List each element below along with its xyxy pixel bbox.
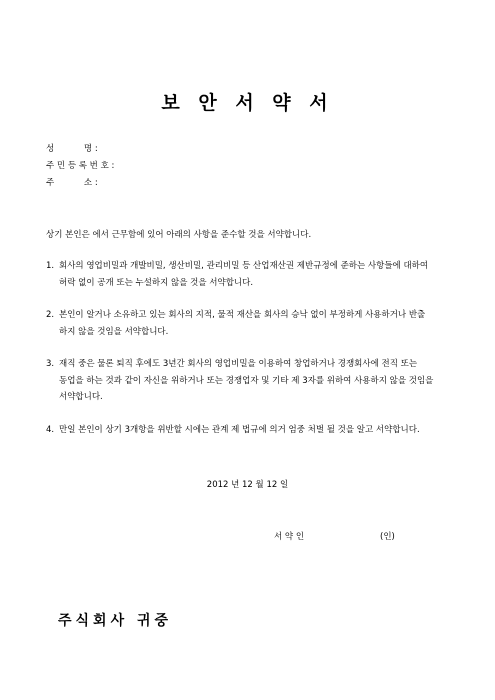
pledge-item-line: 본인이 알거나 소유하고 있는 회사의 지적, 물적 재산을 회사의 승낙 없이 부정하게 사용하거나 반출 bbox=[59, 310, 426, 320]
pledge-item-line: 회사의 영업비밀과 개발비밀, 생산비밀, 관리비밀 등 산업재산권 제반규정에 준하는 사항들에 대하여 bbox=[59, 261, 429, 271]
pledge-item-line: 동업을 하는 것과 같이 자신을 위하거나 또는 경쟁업자 및 기타 제 3자를 위하여 사용하지 않을 것임을 bbox=[59, 375, 434, 386]
intro-paragraph: 상기 본인은 에서 근무함에 있어 아래의 사항을 준수할 것을 서약합니다. bbox=[46, 230, 312, 240]
seal-mark: (인) bbox=[380, 532, 395, 542]
pledge-item-text bbox=[59, 356, 451, 406]
signing-date: 2012 년 12 월 12 일 bbox=[206, 480, 289, 490]
pledge-item-line: 허락 없이 공개 또는 누설하지 않을 것을 서약합니다. bbox=[59, 277, 254, 288]
field-address-label: 주 소 : bbox=[46, 178, 98, 188]
pledge-item-line: 재직 중은 물론 퇴직 후에도 3년간 회사의 영업비밀을 이용하여 창업하거나 경쟁회사에 전직 또는 bbox=[59, 359, 418, 369]
pledge-item-line: 만일 본인이 상기 3개항을 위반할 시에는 관계 제 법규에 의거 엄중 처벌 될 것을 알고 서약합니다. bbox=[59, 425, 420, 435]
pledge-item-number: 3. bbox=[46, 359, 55, 369]
field-name bbox=[46, 143, 120, 155]
field-address bbox=[46, 177, 120, 189]
pledge-item-number: 1. bbox=[46, 261, 55, 271]
recipient-company: 주식회사 귀중 bbox=[58, 613, 173, 629]
signer-label: 서 약 인 bbox=[274, 532, 305, 542]
field-resident-number-label: 주 민 등 록 번 호 : bbox=[46, 161, 115, 171]
pledge-item-text bbox=[59, 307, 451, 340]
pledge-item-text bbox=[59, 258, 451, 291]
pledge-item-line: 하지 않을 것임을 서약합니다. bbox=[59, 326, 169, 337]
pledge-item-number: 2. bbox=[46, 310, 55, 320]
pledge-item-number: 4. bbox=[46, 425, 55, 435]
field-resident-number bbox=[46, 160, 120, 172]
pledge-item-text bbox=[59, 422, 451, 439]
pledge-item-line: 서약합니다. bbox=[59, 392, 103, 402]
document-title: 보 안 서 약 서 bbox=[161, 92, 334, 114]
field-name-label: 성 명 : bbox=[46, 144, 98, 154]
